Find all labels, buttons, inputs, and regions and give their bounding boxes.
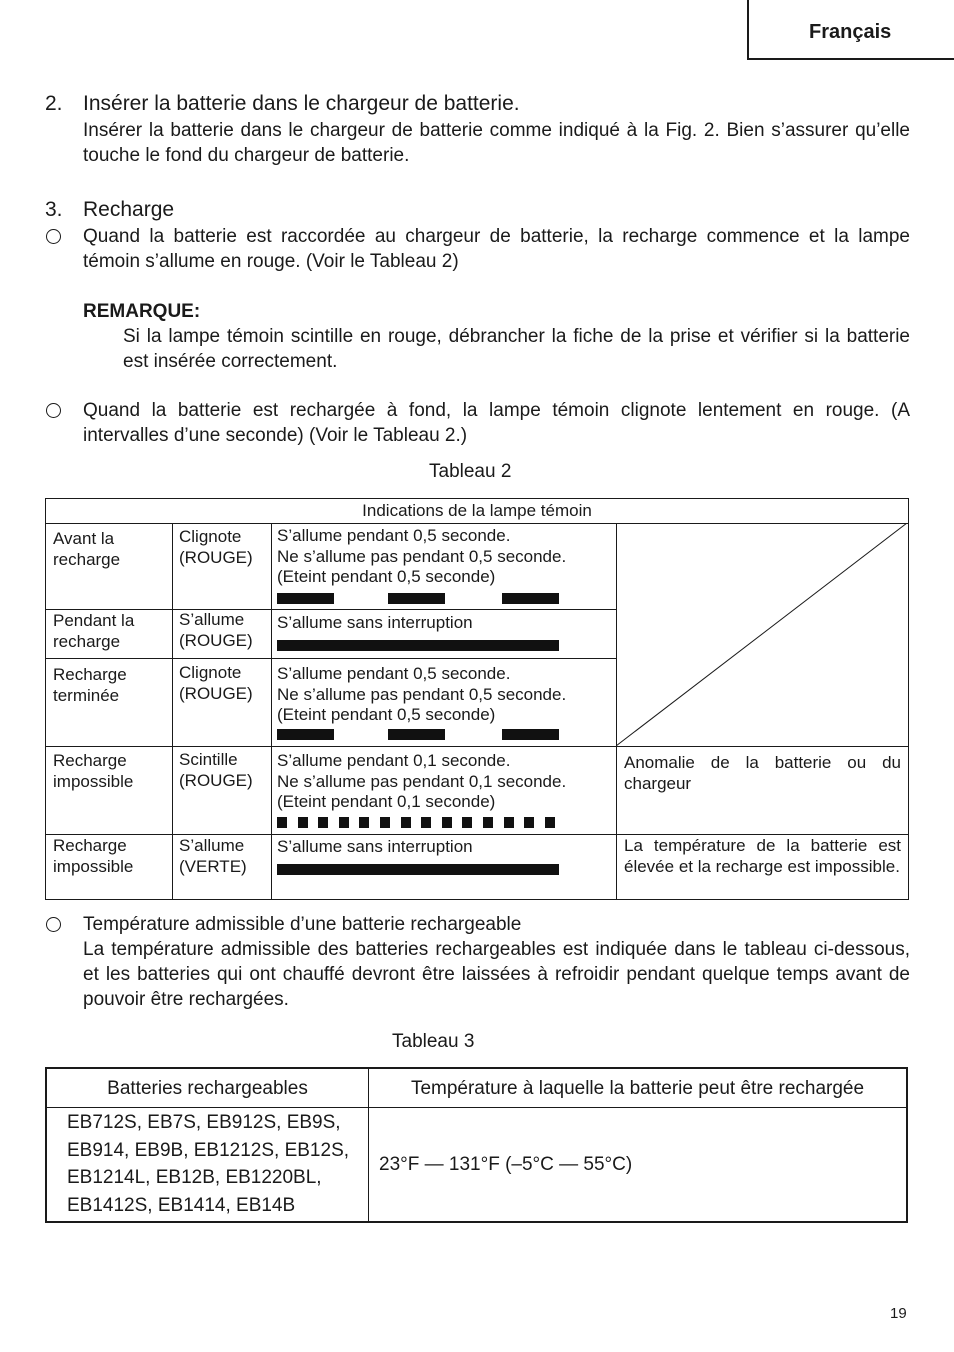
lamp-description: S’allume pendant 0,5 seconde. Ne s’allume pas pendant 0,5 seconde. (Eteint pendant 0,5 seconde) — [277, 526, 567, 586]
lamp-on-segment — [502, 729, 559, 740]
temperature-body: La température admissible des batteries rechargeables est indiquée dans le tableau ci-dessous, et les batteries qui ont chauffé devront être laissées à refroidir pendant quelque temps avant de pouvoir être rechargées. — [83, 939, 910, 1010]
lamp-flicker-segment — [524, 817, 534, 828]
battery-models: EB712S, EB7S, EB912S, EB9S, EB914, EB9B, EB1212S, EB12S, EB1214L, EB12B, EB1220BL, EB1412S, EB1414, EB14B — [67, 1112, 350, 1216]
section-2-number: 2. — [45, 92, 63, 115]
not-applicable-diagonal — [616, 523, 908, 747]
lamp-on-segment — [277, 593, 334, 604]
note-heading — [83, 299, 200, 324]
mode-label: S’allume (ROUGE) — [179, 610, 253, 650]
temperature-title: Température admissible d’une batterie rechargeable — [83, 914, 522, 935]
bullet-circle-icon — [46, 917, 61, 932]
lamp-steady-bar — [277, 640, 559, 651]
table-header: Indications de la lampe témoin — [362, 501, 592, 520]
section-3-number: 3. — [45, 198, 63, 221]
lamp-flicker-segment — [339, 817, 349, 828]
recharge-bullet-2: Quand la batterie est rechargée à fond, la lampe témoin clignote lentement en rouge. (A intervalles d’une seconde) (Voir le Tableau 2.) — [83, 400, 910, 446]
mode-label: S’allume (VERTE) — [179, 836, 247, 876]
lamp-flicker-segment — [504, 817, 514, 828]
lamp-on-segment — [388, 593, 445, 604]
lamp-steady-bar — [277, 864, 559, 875]
mode-label: Clignote (ROUGE) — [179, 527, 253, 567]
page-number: 19 — [890, 1305, 907, 1322]
lamp-flicker-segment — [380, 817, 390, 828]
temperature-note: La température de la batterie est élevée et la recharge est impossible. — [624, 836, 901, 876]
language-tab — [747, 0, 954, 60]
lamp-on-segment — [502, 593, 559, 604]
lamp-flicker-segment — [545, 817, 555, 828]
lamp-on-segment — [277, 729, 334, 740]
lamp-on-segment — [388, 729, 445, 740]
lamp-flicker-segment — [442, 817, 452, 828]
note-text: Si la lampe témoin scintille en rouge, débrancher la fiche de la prise et vérifier si la batterie est insérée correctement. — [123, 326, 910, 372]
charging-temperature-table — [45, 1067, 908, 1223]
section-2-title: Insérer la batterie dans le chargeur de batterie. — [83, 92, 520, 115]
temperature-range: 23°F — 131°F (–5°C — 55°C) — [379, 1154, 633, 1175]
state-label: Recharge impossible — [53, 751, 134, 791]
lamp-description: S’allume pendant 0,5 seconde. Ne s’allume pas pendant 0,5 seconde. (Eteint pendant 0,5 seconde) — [277, 664, 567, 724]
section-3-title: Recharge — [83, 198, 175, 221]
lamp-flicker-segment — [277, 817, 287, 828]
lamp-description: S’allume sans interruption — [277, 613, 473, 632]
bullet-circle-icon — [46, 229, 61, 244]
note-colon: : — [193, 301, 201, 322]
bullet-circle-icon — [46, 403, 61, 418]
lamp-flicker-segment — [483, 817, 493, 828]
note-label: REMARQUE — [83, 301, 194, 322]
lamp-flicker-segment — [359, 817, 369, 828]
lamp-flicker-segment — [298, 817, 308, 828]
lamp-flicker-segment — [401, 817, 411, 828]
lamp-flicker-segment — [318, 817, 328, 828]
lamp-flicker-segment — [421, 817, 431, 828]
section-2-body: Insérer la batterie dans le chargeur de batterie comme indiqué à la Fig. 2. Bien s’assurer qu’elle touche le fond du chargeur de batterie. — [83, 120, 910, 166]
col-header-temperature: Température à laquelle la batterie peut être rechargée — [410, 1078, 865, 1099]
mode-label: Clignote (ROUGE) — [179, 663, 253, 703]
recharge-bullet-1: Quand la batterie est raccordée au chargeur de batterie, la recharge commence et la lampe témoin s’allume en rouge. (Voir le Tableau 2) — [83, 226, 910, 272]
lamp-description: S’allume sans interruption — [277, 837, 473, 856]
state-label: Recharge impossible — [53, 836, 134, 876]
state-label: Avant la recharge — [53, 529, 121, 569]
lamp-flicker-segment — [462, 817, 472, 828]
fault-note: Anomalie de la batterie ou du chargeur — [624, 753, 901, 793]
table-2-caption: Tableau 2 — [429, 461, 512, 482]
language-label: Français — [809, 20, 892, 43]
col-header-batteries: Batteries rechargeables — [107, 1078, 308, 1099]
state-label: Recharge terminée — [53, 665, 127, 705]
mode-label: Scintille (ROUGE) — [179, 750, 253, 790]
lamp-description: S’allume pendant 0,1 seconde. Ne s’allume pas pendant 0,1 seconde. (Eteint pendant 0,1 seconde) — [277, 751, 567, 811]
table-3-caption: Tableau 3 — [392, 1031, 475, 1052]
state-label: Pendant la recharge — [53, 611, 135, 651]
indicator-lamp-table — [45, 498, 909, 900]
